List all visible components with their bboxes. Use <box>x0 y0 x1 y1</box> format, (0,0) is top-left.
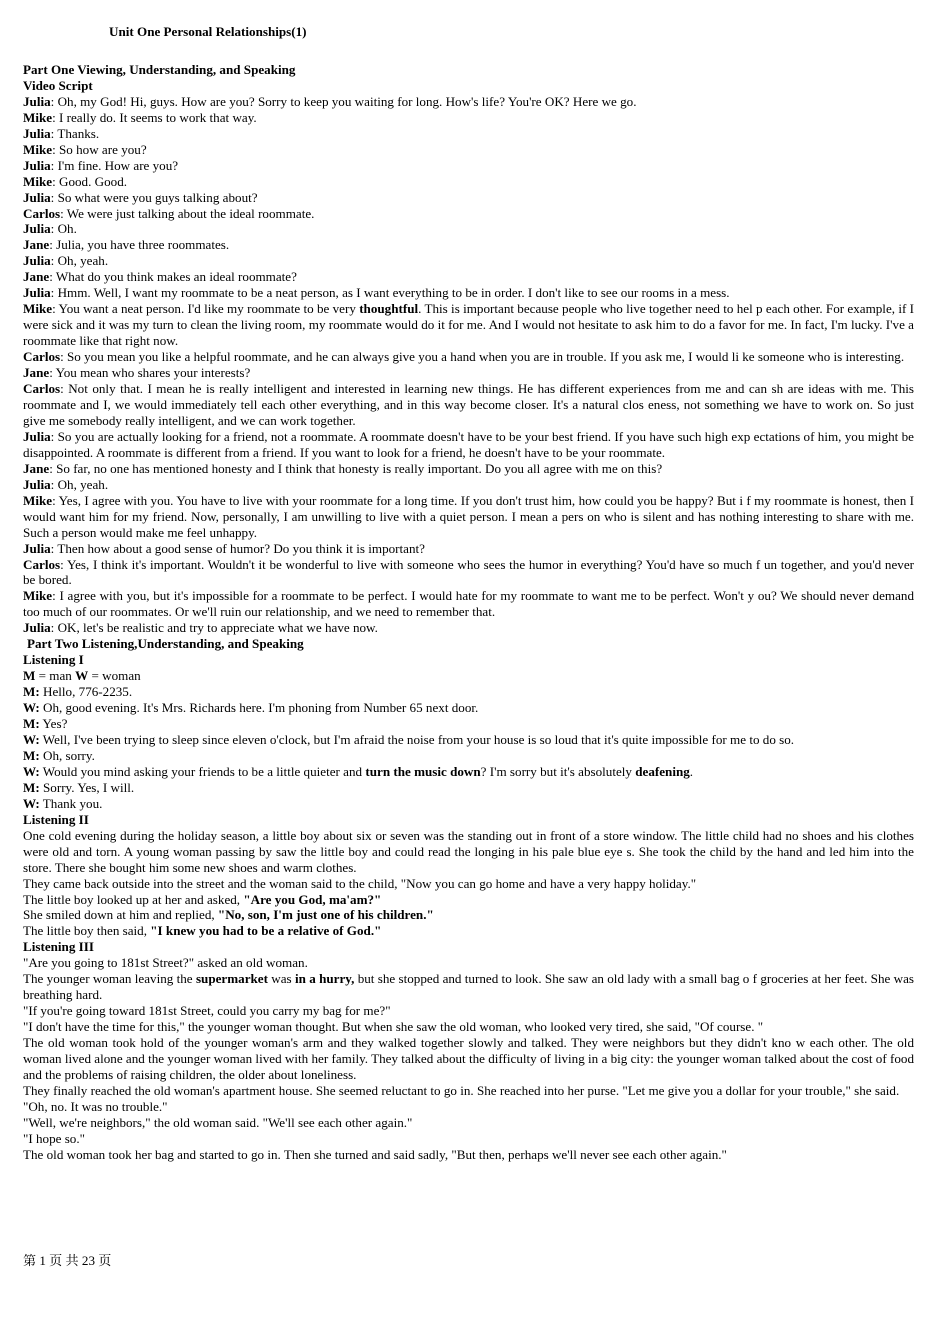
line-text: : Good. Good. <box>52 173 128 189</box>
line-text: "I don't have the time for this," the younger woman thought. But when she saw the old woman, who looked very tired, she said, "Of course. " <box>23 1019 764 1035</box>
speaker-name: Carlos <box>23 556 61 572</box>
script-line <box>23 557 914 589</box>
speaker-name: W: <box>23 700 40 716</box>
speaker-name: Jane <box>23 237 50 253</box>
dialogue-line <box>23 732 914 748</box>
line-text: The little boy then said, <box>23 923 151 939</box>
listening-1-dialogue <box>23 684 914 812</box>
speaker-name: Julia <box>23 253 51 269</box>
speaker-name: Julia <box>23 93 51 109</box>
script-line <box>23 221 914 237</box>
speaker-name: Julia <box>23 125 51 141</box>
speaker-name: Jane <box>23 365 50 381</box>
speaker-name: Mike <box>23 588 53 604</box>
bold-phrase: "Are you God, ma'am?" <box>243 891 382 907</box>
speaker-name: W: <box>23 731 40 747</box>
script-line <box>23 365 914 381</box>
line-text: : You want a neat person. I'd like my roommate to be very <box>52 301 360 317</box>
line-text: : So what were you guys talking about? <box>50 189 258 205</box>
paragraph <box>23 955 914 971</box>
script-line <box>23 237 914 253</box>
paragraph <box>23 1083 914 1099</box>
speaker-name: Mike <box>23 173 53 189</box>
line-text: : I really do. It seems to work that way. <box>52 109 257 125</box>
paragraph <box>23 1003 914 1019</box>
script-line <box>23 206 914 222</box>
part-one-heading: Part One Viewing, Understanding, and Speaking <box>23 61 296 77</box>
dialogue-line <box>23 796 914 812</box>
speaker-name: Mike <box>23 141 53 157</box>
speaker-name: Julia <box>23 620 51 636</box>
line-text: : Oh, yeah. <box>50 476 109 492</box>
speaker-name: Mike <box>23 492 53 508</box>
line-text: : OK, let's be realistic and try to appreciate what we have now. <box>50 620 378 636</box>
script-line <box>23 301 914 349</box>
line-text: : Not only that. I mean he is really intelligent and interested in learning new things. He has different experiences from me and can sh are ideas with me. This roommate and I, we would immediately tell each other everything, and in this way become closer. It's a natural clos eness, not something we have to work on. So just give me somebody really intelligent, and we can work together. <box>23 381 914 428</box>
line-text: : So how are you? <box>52 141 147 157</box>
line-text: : Oh, yeah. <box>50 253 109 269</box>
line-text: The younger woman leaving the <box>23 971 196 987</box>
script-line <box>23 588 914 620</box>
script-line <box>23 174 914 190</box>
speaker-name: Julia <box>23 428 51 444</box>
line-text: Hello, 776-2235. <box>39 684 133 700</box>
speaker-name: Mike <box>23 301 53 317</box>
script-line <box>23 493 914 541</box>
line-text: Oh, good evening. It's Mrs. Richards here. I'm phoning from Number 65 next door. <box>39 700 479 716</box>
line-text: : What do you think makes an ideal roommate? <box>49 269 297 285</box>
paragraph <box>23 1131 914 1147</box>
line-text: : We were just talking about the ideal roommate. <box>60 205 315 221</box>
line-text: "Are you going to 181st Street?" asked an old woman. <box>23 955 308 971</box>
script-line <box>23 94 914 110</box>
line-text: Sorry. Yes, I will. <box>39 779 135 795</box>
line-text: "I hope so." <box>23 1130 85 1146</box>
line-text: : Thanks. <box>50 125 100 141</box>
script-line <box>23 461 914 477</box>
line-text: ? I'm sorry but it's absolutely <box>480 763 636 779</box>
speaker-legend <box>23 668 914 684</box>
bold-phrase: turn the music down <box>365 763 481 779</box>
line-text: Thank you. <box>39 795 103 811</box>
line-text: : Then how about a good sense of humor? Do you think it is important? <box>50 540 425 556</box>
page-footer: 第 1 页 共 23 页 <box>23 1253 112 1268</box>
script-line <box>23 126 914 142</box>
listening-1-heading: Listening I <box>23 652 84 668</box>
dialogue-line <box>23 700 914 716</box>
script-line <box>23 620 914 636</box>
bold-phrase: supermarket <box>195 971 268 987</box>
line-text: : Yes, I think it's important. Wouldn't it be wonderful to live with someone who sees the humor in everything? You'd have so much f un together, and you'd never be bored. <box>23 556 914 588</box>
line-text: The little boy looked up at her and asked, <box>23 891 244 907</box>
paragraph <box>23 876 914 892</box>
speaker-name: M: <box>23 684 40 700</box>
line-text: The old woman took hold of the younger woman's arm and they walked together slowly and talked. They were neighbors but they didn't kno w each other. The old woman lived alone and the younger woman lived with her family. They talked about the difficulty of living in a big city: the younger woman talked about the cost of food and the problems of raising children, the older about loneliness. <box>23 1035 914 1082</box>
line-text: Well, I've been trying to sleep since eleven o'clock, but I'm afraid the noise from your house is so loud that it's quite impossible for me to do so. <box>39 731 795 747</box>
line-text: . <box>689 763 694 779</box>
bold-phrase: in a hurry, <box>294 971 355 987</box>
script-line <box>23 253 914 269</box>
paragraph <box>23 1099 914 1115</box>
bold-phrase: thoughtful <box>359 301 419 317</box>
line-text: : Julia, you have three roommates. <box>49 237 230 253</box>
speaker-name: Carlos <box>23 349 61 365</box>
line-text: : Hmm. Well, I want my roommate to be a neat person, as I want everything to be in order. I don't like to see our rooms in a mess. <box>50 285 730 301</box>
line-text: "If you're going toward 181st Street, could you carry my bag for me?" <box>23 1003 391 1019</box>
dialogue-line <box>23 684 914 700</box>
line-text: : I'm fine. How are you? <box>50 157 179 173</box>
speaker-name: W: <box>23 763 40 779</box>
paragraph <box>23 971 914 1003</box>
script-line <box>23 142 914 158</box>
dialogue-line <box>23 748 914 764</box>
line-text: : You mean who shares your interests? <box>49 365 251 381</box>
line-text: "Oh, no. It was no trouble." <box>23 1098 168 1114</box>
paragraph <box>23 923 914 939</box>
bold-phrase: "I knew you had to be a relative of God." <box>150 923 382 939</box>
line-text: : So you mean you like a helpful roommate, and he can always give you a hand when you are in trouble. If you ask me, I would li ke someone who is interesting. <box>60 349 905 365</box>
script-line <box>23 541 914 557</box>
script-line <box>23 190 914 206</box>
speaker-name: Julia <box>23 221 51 237</box>
paragraph <box>23 1035 914 1083</box>
line-text: : Oh, my God! Hi, guys. How are you? Sorry to keep you waiting for long. How's life? You're OK? Here we go. <box>50 93 637 109</box>
script-line <box>23 381 914 429</box>
part-two-heading: Part Two Listening,Understanding, and Speaking <box>27 636 304 652</box>
script-line <box>23 158 914 174</box>
paragraph <box>23 907 914 923</box>
speaker-name: Julia <box>23 285 51 301</box>
speaker-name: Julia <box>23 476 51 492</box>
bold-phrase: "No, son, I'm just one of his children." <box>217 907 434 923</box>
line-text: They came back outside into the street and the woman said to the child, "Now you can go home and have a very happy holiday." <box>23 875 697 891</box>
legend-woman-key: W <box>75 668 89 684</box>
listening-3-story <box>23 955 914 1162</box>
legend-man-key: M <box>23 668 36 684</box>
speaker-name: M: <box>23 779 40 795</box>
line-text: was <box>267 971 295 987</box>
dialogue-line <box>23 780 914 796</box>
listening-3-heading: Listening III <box>23 939 94 955</box>
line-text: Yes? <box>39 716 68 732</box>
script-line <box>23 110 914 126</box>
speaker-name: Mike <box>23 109 53 125</box>
script-line <box>23 349 914 365</box>
paragraph <box>23 1147 914 1163</box>
dialogue-line <box>23 716 914 732</box>
paragraph <box>23 1115 914 1131</box>
speaker-name: Julia <box>23 157 51 173</box>
line-text: Oh, sorry. <box>39 747 95 763</box>
listening-2-story <box>23 828 914 940</box>
paragraph <box>23 1019 914 1035</box>
paragraph <box>23 828 914 876</box>
line-text: The old woman took her bag and started to go in. Then she turned and said sadly, "But then, perhaps we'll never see each other again." <box>23 1146 727 1162</box>
script-line <box>23 269 914 285</box>
line-text: : Oh. <box>50 221 77 237</box>
line-text: : I agree with you, but it's impossible for a roommate to be perfect. I would hate for my roommate to want me to be perfect. Won't y ou? We should never demand too much of our roommates. Or we'll ruin our relationship, and we need to remember that. <box>23 588 914 620</box>
legend-woman-text: = woman <box>88 668 141 684</box>
speaker-name: Julia <box>23 540 51 556</box>
line-text: She smiled down at him and replied, <box>23 907 218 923</box>
video-script <box>23 94 914 636</box>
dialogue-line <box>23 764 914 780</box>
speaker-name: M: <box>23 747 40 763</box>
speaker-name: Jane <box>23 269 50 285</box>
line-text: but she stopped and turned to look. She saw an old lady with a small bag o f groceries at her feet. She was breathing hard. <box>23 971 914 1003</box>
line-text: : So you are actually looking for a friend, not a roommate. A roommate doesn't have to be your best friend. If you have such high exp ectations of him, you might be disappointed. A roommate is different from a friend. If you want to look for a friend, he doesn't have to be your roommate. <box>23 428 914 460</box>
speaker-name: Carlos <box>23 381 61 397</box>
document-page <box>23 24 914 1163</box>
line-text: : So far, no one has mentioned honesty and I think that honesty is really important. Do you all agree with me on this? <box>49 460 663 476</box>
line-text: : Yes, I agree with you. You have to live with your roommate for a long time. If you don't trust him, how could you be happy? But i f my roommate is honest, then I would want him for my friend. Now, personally, I am unwilling to live with a quiet person. I mean a pers on who is silent and has nothing interesting to share with me. Such a person would make me feel unhappy. <box>23 492 914 540</box>
video-script-heading: Video Script <box>23 77 93 93</box>
line-text: . This is important because people who live together need to hel p each other. For example, if I were sick and it was my turn to clean the living room, my roommate would do it for me. And I would not hesitate to ask him to do a favor for me. In fact, I'm lucky. I've a roommate like that right now. <box>23 301 914 349</box>
line-text: "Well, we're neighbors," the old woman said. "We'll see each other again." <box>23 1114 413 1130</box>
legend-man-text: = man <box>35 668 76 684</box>
line-text: Would you mind asking your friends to be a little quieter and <box>39 763 366 779</box>
page-title: Unit One Personal Relationships(1) <box>109 24 307 39</box>
speaker-name: Julia <box>23 189 51 205</box>
line-text: One cold evening during the holiday season, a little boy about six or seven was the standing out in front of a store window. The little child had no shoes and his clothes were old and torn. A young woman passing by saw the little boy and could read the longing in his pale blue eye s. She took the child by the hand and led him into the store. There she bought him some new shoes and warm clothes. <box>23 827 914 875</box>
speaker-name: Jane <box>23 460 50 476</box>
speaker-name: Carlos <box>23 205 61 221</box>
listening-2-heading: Listening II <box>23 811 89 827</box>
speaker-name: M: <box>23 716 40 732</box>
script-line <box>23 477 914 493</box>
speaker-name: W: <box>23 795 40 811</box>
paragraph <box>23 892 914 908</box>
script-line <box>23 285 914 301</box>
bold-phrase: deafening <box>635 763 690 779</box>
script-line <box>23 429 914 461</box>
line-text: They finally reached the old woman's apartment house. She seemed reluctant to go in. She reached into her purse. "Let me give you a dollar for your trouble," she said. <box>23 1082 900 1098</box>
